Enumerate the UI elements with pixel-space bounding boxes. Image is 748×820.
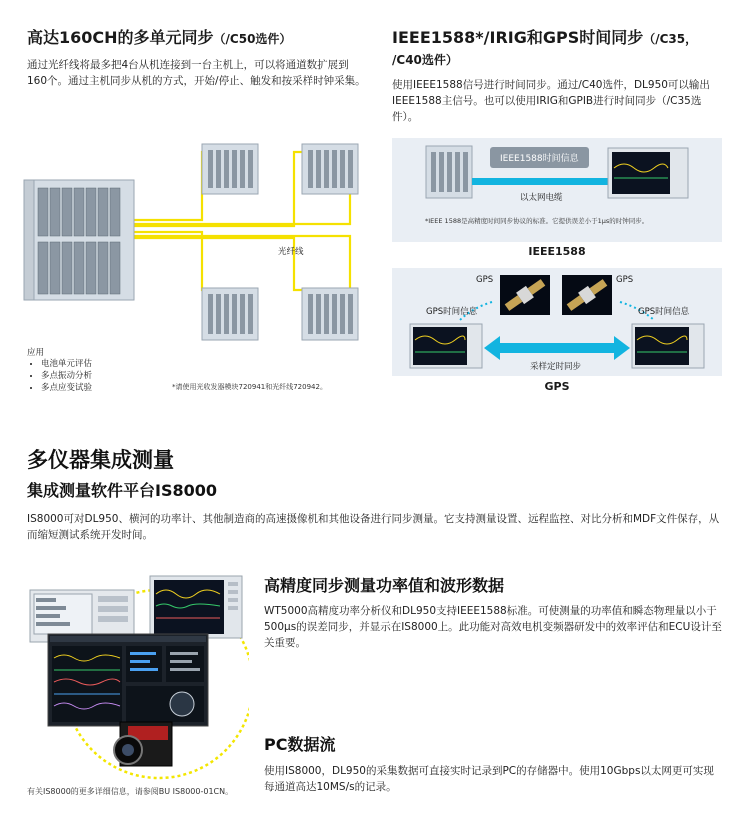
list-item: • 多点应变试验 [41, 382, 191, 394]
ieee1588-panel [392, 138, 722, 242]
section2-body: 使用IEEE1588信号进行时间同步。通过/C40选件，DL950可以输出IEEE1588主信号。也可以使用IRIG和GPIB进行时间同步（/C35选件）。 [392, 79, 710, 123]
ieee-caption: IEEE1588 [528, 245, 586, 258]
list-item: • 多点振动分析 [41, 370, 191, 382]
section5-body: 使用IS8000，DL950的采集数据可直接实时记录到PC的存储器中。使用10Gbps以太网更可实现每通道高达10MS/s的记录。 [264, 765, 714, 793]
is8000-illustration [24, 572, 249, 782]
section1-body: 通过光纤线将最多把4台从机连接到一台主机上，可以将通道数扩展到160个。通过主机同步从机的方式，开始/停止、触发和按采样时钟采集。 [27, 59, 366, 87]
apps-title: 应用 [27, 348, 45, 358]
ieee-time-bubble: IEEE1588时间信息 [490, 147, 589, 168]
gps-right-label: GPS [616, 275, 634, 285]
section3-body: IS8000可对DL950、横河的功率计、其他制造商的高速摄像机和其他设备进行同步测量。它支持测量设置、远程监控、对比分析和MDF文件保存，从而缩短测试系统开发时间。 [27, 513, 720, 541]
ethernet-label: 以太网电缆 [520, 193, 563, 203]
apps-list [27, 358, 191, 394]
main-unit [24, 180, 134, 300]
section4-title: 高精度同步测量功率值和波形数据 [264, 576, 505, 595]
section1-note: *请使用光收发器模块720941和光纤线720942。 [172, 383, 327, 391]
gps-left-label: GPS [476, 275, 494, 285]
section2-title: IEEE1588*/IRIG和GPS时间同步（/C35， /C40选件） [392, 28, 698, 67]
section3-subtitle: 集成测量软件平台IS8000 [27, 481, 218, 500]
gps-info-right: GPS时间信息 [638, 307, 690, 317]
multi-unit-diagram [20, 140, 365, 355]
gps-caption: GPS [544, 380, 570, 393]
section3-title: 多仪器集成测量 [27, 448, 174, 472]
gps-info-left: GPS时间信息 [426, 307, 478, 317]
section4-body: WT5000高精度功率分析仪和DL950支持IEEE1588标准。可使测量的功率值和瞬态物理量以小于500μs的误差同步，并显示在IS8000上。此功能对高效电机变频器研发中的效率评估和ECU设计至关重要。 [264, 605, 722, 649]
list-item: • 电池单元评估 [41, 358, 191, 370]
section5-title: PC数据流 [264, 735, 336, 754]
sample-sync-label: 采样定时同步 [530, 362, 582, 372]
section1-title: 高达160CH的多单元同步（/C50选件） [27, 28, 292, 47]
gps-panel [392, 268, 722, 376]
ieee-note: *IEEE 1588是高精度时间同步协议的标准。它提供误差小于1μs的时钟同步。 [425, 217, 649, 225]
fiber-label: 光纤线 [278, 247, 304, 257]
section3-footer-note: 有关IS8000的更多详细信息，请参阅BU IS8000-01CN。 [27, 787, 234, 796]
